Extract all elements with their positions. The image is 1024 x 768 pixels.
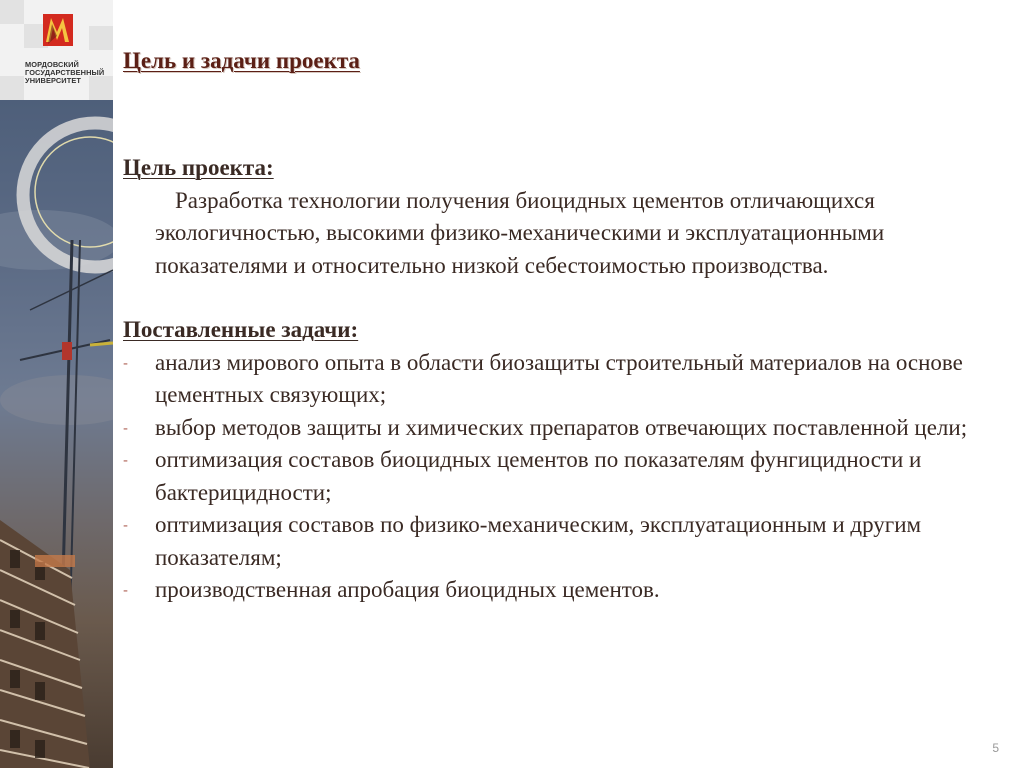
goal-text: Разработка технологии получения биоцидных цементов отличающихся экологичностью, высокими физико-механическими и эксплуатационными показателями и относительно низкой себестоимостью производства. bbox=[155, 187, 885, 278]
goal-heading: Цель проекта: bbox=[123, 155, 274, 180]
list-item: - оптимизация составов биоцидных цементов по показателям фунгицидности и бактерицидности; bbox=[123, 444, 1003, 509]
task-list bbox=[123, 347, 1003, 607]
deco-square bbox=[89, 26, 113, 50]
deco-square bbox=[0, 76, 24, 100]
list-item: - анализ мирового опыта в области биозащиты строительный материалов на основе цементных связующих; bbox=[123, 347, 1003, 412]
list-item: - оптимизация составов по физико-механическим, эксплуатационным и другим показателям; bbox=[123, 509, 1003, 574]
slide-title: Цель и задачи проекта bbox=[123, 48, 360, 73]
tasks-heading: Поставленные задачи: bbox=[123, 317, 359, 342]
deco-square bbox=[0, 0, 24, 24]
university-name: МОРДОВСКИЙ ГОСУДАРСТВЕННЫЙ УНИВЕРСИТЕТ bbox=[25, 60, 105, 85]
construction-photo bbox=[0, 100, 113, 768]
list-item: - выбор методов защиты и химических препаратов отвечающих поставленной цели; bbox=[123, 412, 1003, 445]
university-logo-icon bbox=[43, 14, 73, 46]
page-number: 5 bbox=[992, 741, 999, 755]
header-decoration bbox=[0, 0, 113, 100]
slide-content bbox=[123, 152, 1003, 607]
list-item: - производственная апробация биоцидных цементов. bbox=[123, 574, 1003, 607]
spacer bbox=[123, 282, 1003, 314]
